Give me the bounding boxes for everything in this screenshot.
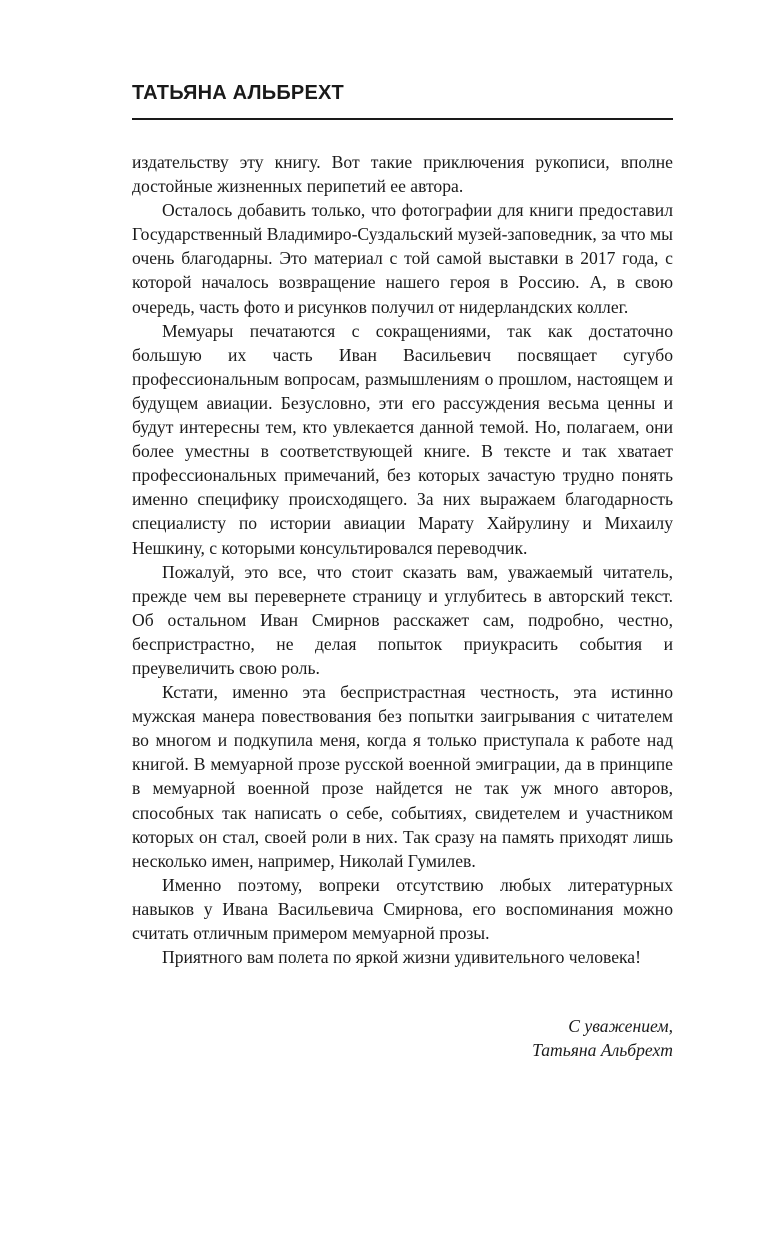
paragraph-abridgement: Мемуары печатаются с сокращениями, так как достаточно большую их часть Иван Васильевич посвящает сугубо профессиональным вопросам, размышлениям о прошлом, настоящем и будущем авиации. Безусловно, эти его рассуждения весьма ценны и будут интересны тем, кто увлекается данной темой. Но, полагаем, они более уместны в соответствующей книге. В тексте и так хватает профессиональных примечаний, без которых зачастую трудно понять именно специфику происходящего. За них выражаем благодарность специалисту по истории авиации Марату Хайрулину и Михаилу Нешкину, с которыми консультировался переводчик.: [132, 320, 673, 558]
signature: [132, 1014, 673, 1062]
signature-author: Татьяна Альбрехт: [532, 1040, 673, 1061]
running-head: ТАТЬЯНА АЛЬБРЕХТ: [132, 82, 344, 104]
signature-salutation: С уважением,: [568, 1016, 673, 1036]
paragraph-honesty: Кстати, именно эта беспристрастная честность, эта истинно мужская манера повествования без попытки заигрывания с читателем во многом и подкупила меня, когда я только приступала к работе над книгой. В мемуарной прозе русской военной эмиграции, да в принципе в мемуарной военной прозе найдется не так уж много авторов, способных так написать о себе, событиях, свидетелем и участником которых он стал, своей роли в них. Так сразу на память приходят лишь несколько имен, например, Николай Гумилев.: [132, 682, 673, 871]
header-rule: [132, 118, 673, 120]
body-text: [132, 150, 673, 969]
paragraph-invitation: Пожалуй, это все, что стоит сказать вам, уважаемый читатель, прежде чем вы перевернете страницу и углубитесь в авторский текст. Об остальном Иван Смирнов расскажет сам, подробно, честно, беспристрастно, не делая попыток приукрасить события и преувеличить свою роль.: [132, 561, 673, 678]
paragraph-wish: Приятного вам полета по яркой жизни удивительного человека!: [162, 947, 641, 968]
paragraph-photos-credit: Осталось добавить только, что фотографии для книги предоставил Государственный Владимиро-Суздальский музей-заповедник, за что мы очень благодарны. Это материал с той самой выставки в 2017 года, с которой началось возвращение нашего героя в Россию. А, в свою очередь, часть фото и рисунков получил от нидерландских коллег.: [132, 200, 673, 317]
paragraph-continuation: издательству эту книгу. Вот такие приключения рукописи, вполне достойные жизненных перипетий ее автора.: [132, 152, 673, 197]
paragraph-conclusion: Именно поэтому, вопреки отсутствию любых литературных навыков у Ивана Васильевича Смирнова, его воспоминания можно считать отличным примером мемуарной прозы.: [132, 874, 673, 943]
